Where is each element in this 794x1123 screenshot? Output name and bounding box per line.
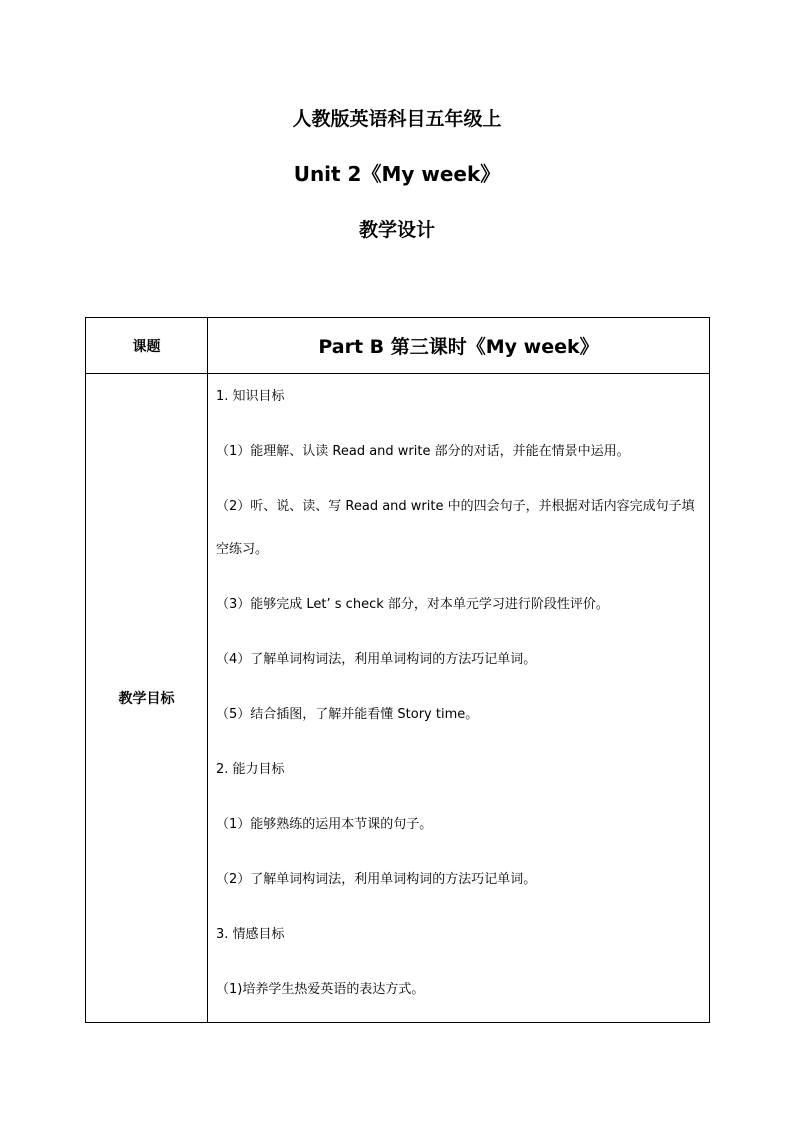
objective-heading-ability: 2. 能力目标 bbox=[216, 761, 285, 777]
objective-item: （4）了解单词构词法，利用单词构词的方法巧记单词。 bbox=[216, 651, 537, 667]
objective-item: （1)培养学生热爱英语的表达方式。 bbox=[216, 981, 425, 997]
topic-label: 课题 bbox=[86, 318, 208, 374]
objective-heading-knowledge: 1. 知识目标 bbox=[216, 388, 285, 404]
unit-title: Unit 2《My week》 bbox=[293, 162, 501, 186]
document-subtitle: 教学设计 bbox=[358, 219, 435, 241]
objective-item: （2）了解单词构词法，利用单词构词的方法巧记单词。 bbox=[216, 871, 537, 887]
lesson-title: Part B 第三课时《My week》 bbox=[208, 318, 710, 374]
objective-item: （1）能理解、认读 Read and write 部分的对话，并能在情景中运用。 bbox=[216, 443, 630, 459]
objective-item: （2）听、说、读、写 Read and write 中的四会句子，并根据对话内容完成句子填空练习。 bbox=[216, 499, 695, 557]
objective-item: （1）能够熟练的运用本节课的句子。 bbox=[216, 816, 433, 832]
objective-item: （3）能够完成 Let’ s check 部分，对本单元学习进行阶段性评价。 bbox=[216, 596, 609, 612]
table-row-topic bbox=[86, 318, 710, 374]
lesson-plan-table bbox=[85, 317, 710, 1023]
objective-item: （5）结合插图，了解并能看懂 Story time。 bbox=[216, 706, 479, 722]
objectives-label: 教学目标 bbox=[86, 374, 208, 1023]
document-title: 人教版英语科目五年级上 bbox=[292, 108, 502, 130]
table-row-objectives bbox=[86, 374, 710, 1023]
objective-heading-emotion: 3. 情感目标 bbox=[216, 926, 285, 942]
objectives-content bbox=[208, 374, 710, 1023]
